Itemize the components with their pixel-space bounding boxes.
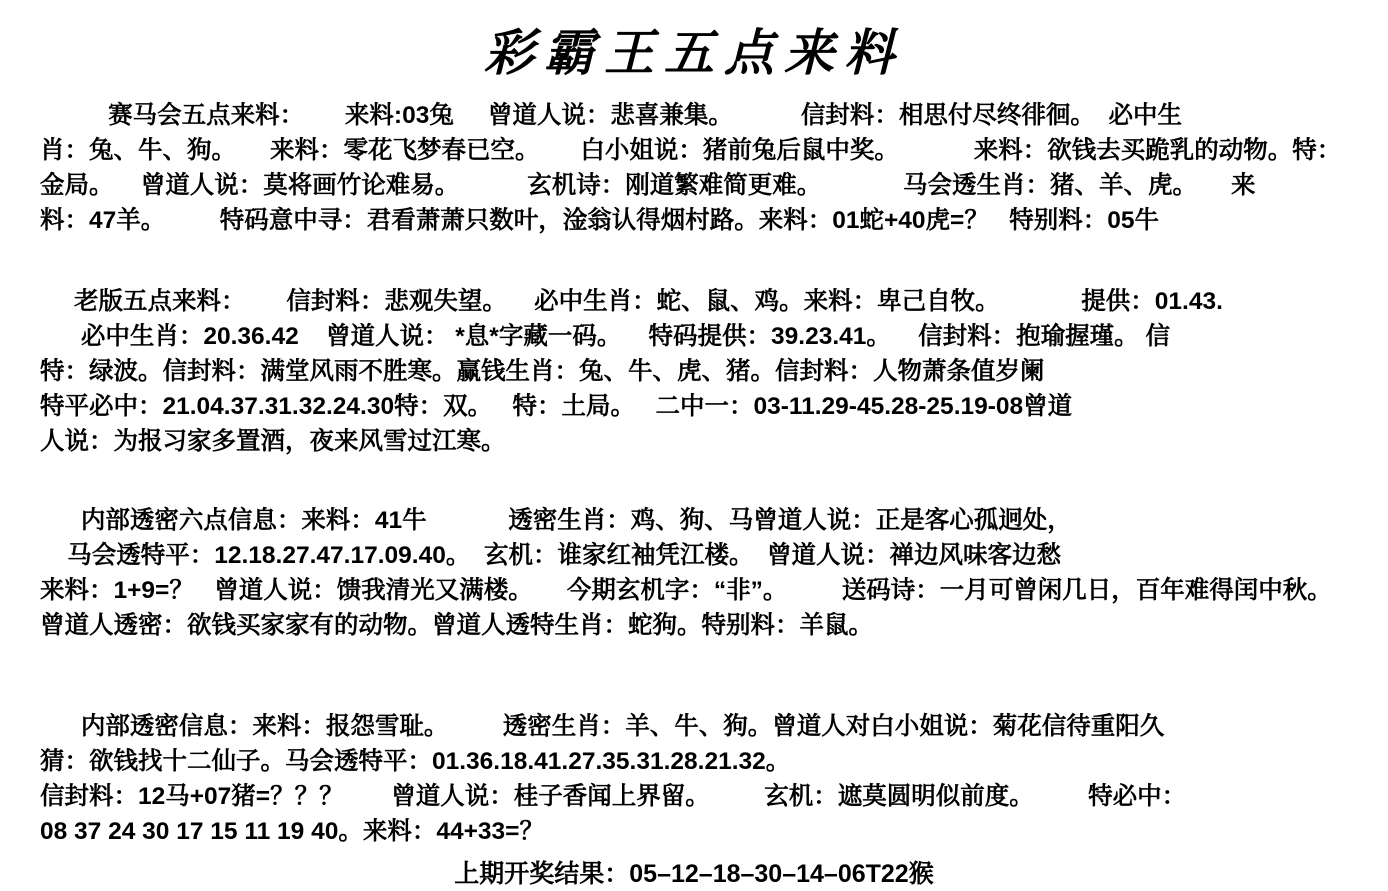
text-line: 曾道人透密：欲钱买家家有的动物。曾道人透特生肖：蛇狗。特别料：羊鼠。: [40, 612, 873, 639]
text-line: 来料：1+9=？ 曾道人说：馈我清光又满楼。 今期玄机字：“非”。 送码诗：一月可曾闲几日，百年难得闰中秋。: [40, 577, 1332, 604]
text-line: 特：绿波。信封料：满堂风雨不胜寒。赢钱生肖：兔、牛、虎、猪。信封料：人物萧条值岁阑: [40, 358, 1045, 385]
text-line: 特平必中：21.04.37.31.32.24.30特：双。 特：土局。 二中一：03-11.29-45.28-25.19-08曾道: [40, 393, 1073, 420]
text-line: 人说：为报习家多置酒，夜来风雪过江寒。: [40, 428, 506, 455]
section-old-version-five-oclock: [40, 284, 1348, 459]
text-line: 金局。 曾道人说：莫将画竹论难易。 玄机诗：刚道繁难简更难。 马会透生肖：猪、羊、虎。 来: [40, 172, 1256, 199]
text-line: 老版五点来料： 信封料：悲观失望。 必中生肖：蛇、鼠、鸡。来料：卑己自牧。 提供：01.43.: [40, 288, 1223, 315]
text-line: 赛马会五点来料： 来料:03兔 曾道人说：悲喜兼集。 信封料：相思付尽终徘徊。 必中生: [40, 102, 1183, 129]
text-line: 马会透特平：12.18.27.47.17.09.40。 玄机：谁家红袖凭江楼。 曾道人说：禅边风味客边愁: [40, 542, 1062, 569]
text-line: 猜：欲钱找十二仙子。马会透特平：01.36.18.41.27.35.31.28.21.32。: [40, 748, 791, 775]
text-line: 内部透密六点信息：来料：41牛 透密生肖：鸡、狗、马曾道人说：正是客心孤迥处，: [40, 507, 1072, 534]
text-line: 信封料：12马+07猪=？？？ 曾道人说：桂子香闻上界留。 玄机：遮莫圆明似前度。 特必中：: [40, 783, 1187, 810]
text-line: 内部透密信息：来料：报怨雪耻。 透密生肖：羊、牛、狗。曾道人对白小姐说：菊花信待重阳久: [40, 713, 1165, 740]
text-line: 08 37 24 30 17 15 11 19 40。来料：44+33=？: [40, 818, 544, 845]
page-title: 彩霸王五点来料: [484, 25, 904, 81]
text-line: 料：47羊。 特码意中寻：君看萧萧只数叶，淦翁认得烟村路。来料：01蛇+40虎=？ 特别料：05牛: [40, 207, 1159, 234]
text-line: 肖：兔、牛、狗。 来料：零花飞梦春已空。 白小姐说：猪前兔后鼠中奖。 来料：欲钱去买跪乳的动物。特：: [40, 137, 1342, 164]
section-internal-six-oclock: [40, 503, 1348, 643]
text-line: 必中生肖：20.36.42 曾道人说： *息*字藏一码。 特码提供：39.23.41。 信封料：抱瑜握瑾。 信: [40, 323, 1170, 350]
previous-draw-result: 上期开奖结果：05–12–18–30–14–06T22猴: [454, 860, 934, 888]
section-internal-info: [40, 709, 1348, 849]
section-race-five-oclock: [40, 98, 1348, 238]
